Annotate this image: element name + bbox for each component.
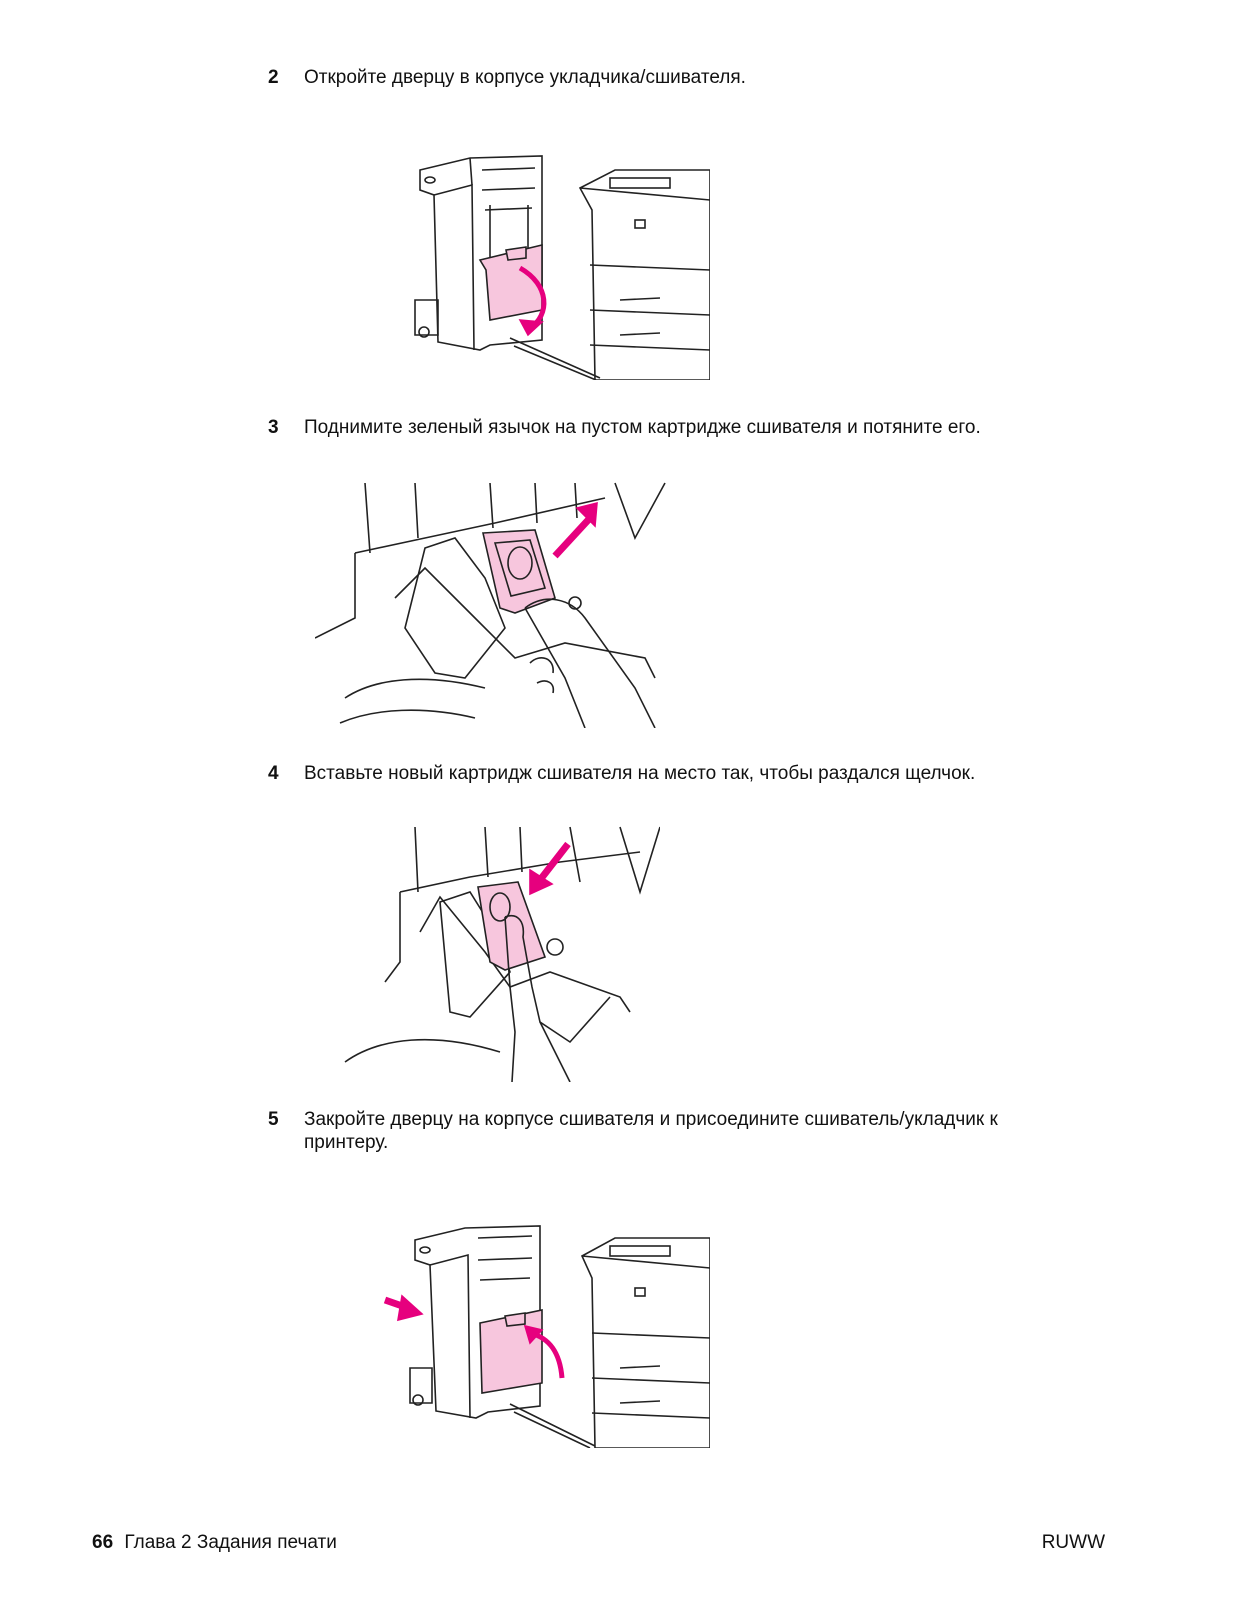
step-text: Откройте дверцу в корпусе укладчика/сшивателя. bbox=[304, 67, 746, 88]
step-text: Поднимите зеленый язычок на пустом картридже сшивателя и потяните его. bbox=[304, 417, 981, 438]
step-number: 4 bbox=[268, 763, 279, 784]
figure-close-door bbox=[380, 1218, 710, 1448]
step-text: Закройте дверцу на корпусе сшивателя и присоедините сшиватель/укладчик к принтеру. bbox=[304, 1109, 998, 1153]
step-number: 5 bbox=[268, 1109, 279, 1130]
page-number: 66 bbox=[92, 1532, 114, 1553]
footer-left bbox=[92, 1532, 337, 1554]
figure-remove-cartridge bbox=[315, 478, 685, 728]
figure-insert-cartridge bbox=[340, 822, 660, 1082]
step-number: 2 bbox=[268, 67, 279, 88]
step-text: Вставьте новый картридж сшивателя на место так, чтобы раздался щелчок. bbox=[304, 763, 976, 784]
chapter-title: Глава 2 Задания печати bbox=[124, 1532, 337, 1553]
step-number: 3 bbox=[268, 417, 279, 438]
figure-open-door bbox=[410, 150, 710, 380]
footer-locale: RUWW bbox=[1041, 1532, 1105, 1553]
